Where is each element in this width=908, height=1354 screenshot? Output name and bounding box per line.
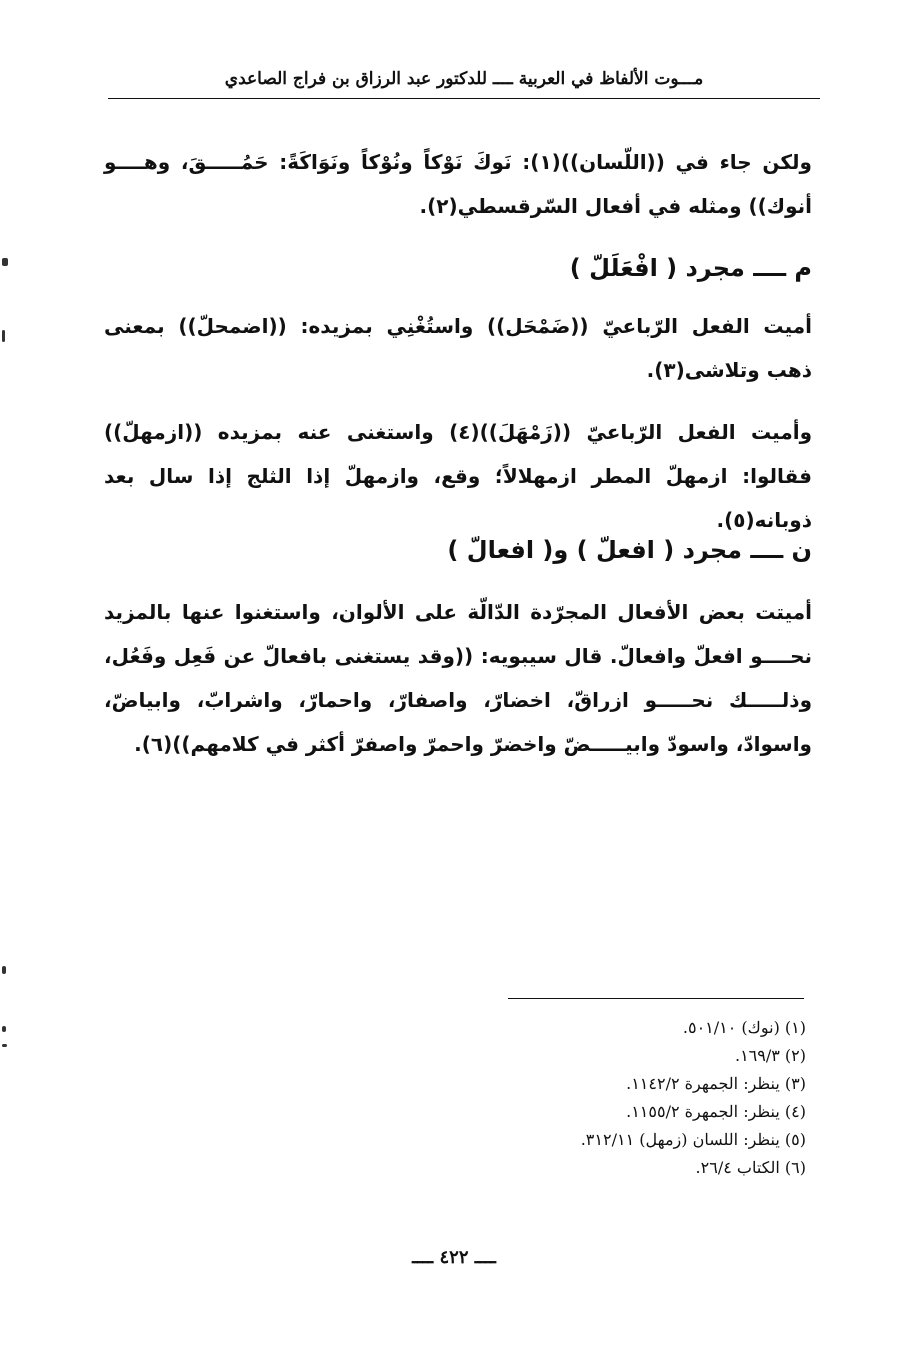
- footnote-item: (٣) ينظر: الجمهرة ١١٤٢/٢.: [626, 1074, 806, 1093]
- paragraph-text: ولكن جاء في ((اللّسان))(١): نَوكَ نَوْكاً ونُوْكاً ونَوَاكَةً: حَمُـــــقَ، وهــــو أنوك)) ومثله في أفعال السّرقسطي(٢).: [104, 150, 812, 218]
- paragraph-zamhal: [104, 410, 812, 542]
- footnote-item: (٢) ١٦٩/٣.: [734, 1046, 806, 1065]
- section-heading-nun: [104, 528, 812, 572]
- footnote-item: (٦) الكتاب ٢٦/٤.: [695, 1158, 806, 1177]
- scan-margin-mark: [2, 1026, 6, 1032]
- section-heading: ن ــــ مجرد ( افعلّ ) و( افعالّ ): [447, 536, 812, 564]
- section-heading: م ــــ مجرد ( افْعَلَلّ ): [569, 254, 812, 282]
- footnote-rule: [508, 998, 804, 999]
- paragraph-text: أميت الفعل الرّباعيّ ((ضَمْحَل)) واستُغْنِي بمزيده: ((اضمحلّ)) بمعنى ذهب وتلاشى(٣).: [104, 314, 812, 382]
- page-number: ــــ ٤٢٢ ــــ: [412, 1247, 496, 1268]
- footnotes: [440, 1014, 806, 1182]
- scan-margin-mark: [2, 1044, 7, 1047]
- running-header: مـــوت الألفاظ في العربية ــــ للدكتور عبد الرزاق بن فراج الصاعدي: [224, 69, 704, 89]
- section-heading-mim: [104, 246, 812, 290]
- footnote-item: (١) (نوك) ٥٠١/١٠.: [682, 1018, 806, 1037]
- scan-margin-mark: [2, 330, 5, 342]
- header-rule: [108, 98, 820, 99]
- footnote-item: (٥) ينظر: اللسان (زمهل) ٣١٢/١١.: [580, 1130, 806, 1149]
- scan-margin-mark: [2, 258, 8, 266]
- paragraph-nawk: [104, 140, 812, 228]
- scan-margin-mark: [2, 966, 6, 974]
- paragraph-text: أميتت بعض الأفعال المجرّدة الدّالّة على الألوان، واستغنوا عنها بالمزيد نحــــو افعلّ وافعالّ. قال سيبويه: ((وقد يستغنى بافعالّ عن فَعِل وفَعُل، وذلـــــك نحـــــو ازراقّ، اخضارّ، واصفارّ، واحمارّ، واشرابّ، وابياضّ، واسوادّ، واسودّ وابيـــــضّ واخضرّ واحمرّ واصفرّ أكثر في كلامهم))(٦).: [104, 600, 812, 756]
- paragraph-damhal: [104, 304, 812, 392]
- footnote-item: (٤) ينظر: الجمهرة ١١٥٥/٢.: [626, 1102, 806, 1121]
- paragraph-text: وأميت الفعل الرّباعيّ ((زَمْهَلَ))(٤) واستغنى عنه بمزيده ((ازمهلّ)) فقالوا: ازمهلّ المطر ازمهلالاً؛ وقع، وازمهلّ إذا الثلج إذا سال بعد ذوبانه(٥).: [104, 420, 813, 532]
- paragraph-colors: [104, 590, 812, 766]
